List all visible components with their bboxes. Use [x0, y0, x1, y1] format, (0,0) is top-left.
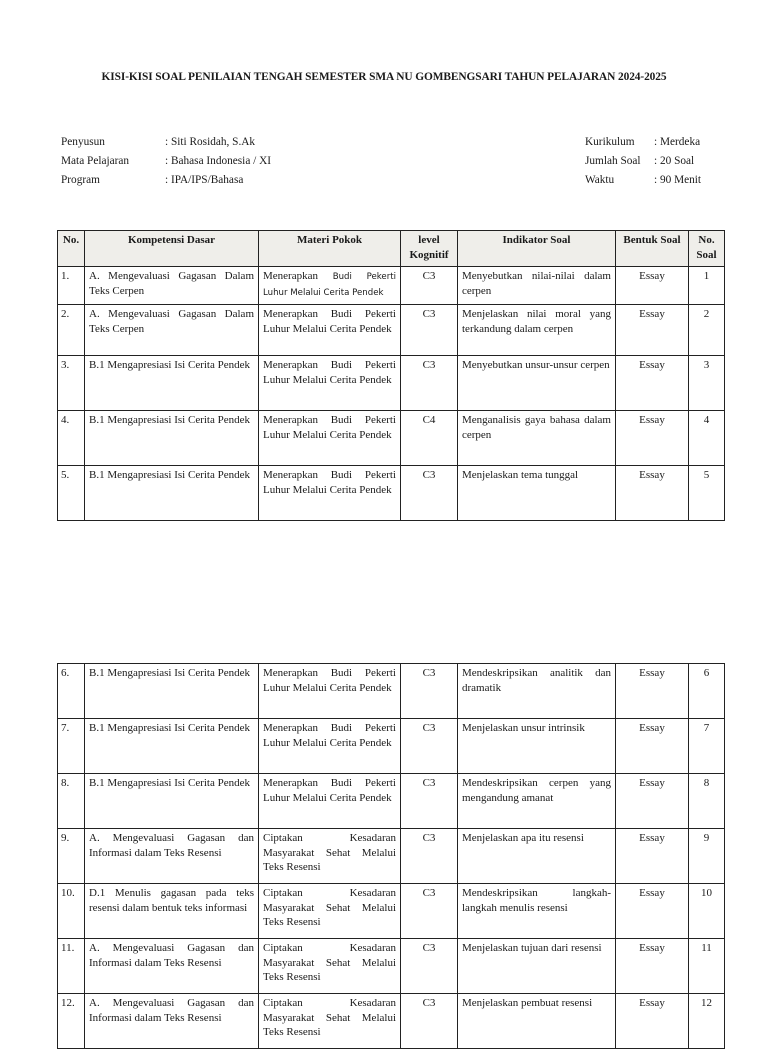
table-row — [58, 939, 725, 994]
info-right — [585, 133, 701, 190]
cell-no-soal: 4 — [689, 411, 725, 466]
cell-no: 1. — [58, 267, 85, 305]
cell-no: 5. — [58, 466, 85, 521]
cell-no: 10. — [58, 884, 85, 939]
cell-no-soal: 12 — [689, 994, 725, 1049]
cell-indikator: Menganalisis gaya bahasa dalam cerpen — [458, 411, 616, 466]
cell-kompetensi-dasar: A. Mengevaluasi Gagasan Dalam Teks Cerpen — [85, 267, 259, 305]
cell-no: 8. — [58, 774, 85, 829]
cell-indikator: Mendeskripsikan analitik dan dramatik — [458, 664, 616, 719]
info-penyusun — [61, 133, 271, 152]
info-label: Waktu — [585, 174, 615, 186]
header-no: No. — [58, 231, 85, 267]
info-value: : Siti Rosidah, S.Ak — [165, 136, 256, 148]
cell-materi-pokok: Ciptakan Kesadaran Masyarakat Sehat Melalui Teks Resensi — [259, 829, 401, 884]
cell-materi-pokok: Menerapkan Budi Pekerti Luhur Melalui Cerita Pendek — [259, 774, 401, 829]
cell-kompetensi-dasar: B.1 Mengapresiasi Isi Cerita Pendek — [85, 466, 259, 521]
cell-bentuk: Essay — [616, 719, 689, 774]
cell-materi-pokok: Ciptakan Kesadaran Masyarakat Sehat Melalui Teks Resensi — [259, 939, 401, 994]
cell-indikator: Menyebutkan unsur-unsur cerpen — [458, 356, 616, 411]
table-row — [58, 411, 725, 466]
table-row — [58, 305, 725, 356]
cell-level: C3 — [401, 829, 458, 884]
cell-materi-pokok — [259, 267, 401, 305]
header-soal-line: Soal — [696, 248, 717, 261]
info-label: Mata Pelajaran — [61, 155, 130, 167]
cell-bentuk: Essay — [616, 356, 689, 411]
cell-no: 9. — [58, 829, 85, 884]
cell-kompetensi-dasar: B.1 Mengapresiasi Isi Cerita Pendek — [85, 719, 259, 774]
cell-level: C3 — [401, 939, 458, 994]
header-bentuk-soal: Bentuk Soal — [616, 231, 689, 267]
header-level-kognitif — [401, 231, 458, 267]
table-row — [58, 829, 725, 884]
cell-no: 2. — [58, 305, 85, 356]
cell-no: 4. — [58, 411, 85, 466]
cell-level: C3 — [401, 356, 458, 411]
cell-bentuk: Essay — [616, 267, 689, 305]
cell-kompetensi-dasar: B.1 Mengapresiasi Isi Cerita Pendek — [85, 411, 259, 466]
cell-level: C3 — [401, 267, 458, 305]
header-indikator-soal: Indikator Soal — [458, 231, 616, 267]
cell-materi-pokok: Menerapkan Budi Pekerti Luhur Melalui Cerita Pendek — [259, 719, 401, 774]
cell-indikator: Menjelaskan tema tunggal — [458, 466, 616, 521]
cell-indikator: Menjelaskan nilai moral yang terkandung dalam cerpen — [458, 305, 616, 356]
cell-indikator: Menjelaskan tujuan dari resensi — [458, 939, 616, 994]
info-label: Program — [61, 174, 100, 186]
kisi-table-page-2 — [57, 663, 725, 1049]
table-row — [58, 994, 725, 1049]
cell-no-soal: 9 — [689, 829, 725, 884]
cell-bentuk: Essay — [616, 939, 689, 994]
cell-no-soal: 8 — [689, 774, 725, 829]
cell-level: C3 — [401, 719, 458, 774]
cell-bentuk: Essay — [616, 829, 689, 884]
info-value: : 20 Soal — [654, 155, 695, 167]
info-label: Penyusun — [61, 136, 105, 148]
cell-no: 6. — [58, 664, 85, 719]
cell-kompetensi-dasar: B.1 Mengapresiasi Isi Cerita Pendek — [85, 356, 259, 411]
info-value: : IPA/IPS/Bahasa — [165, 174, 244, 186]
materi-text: Menerapkan — [263, 270, 318, 282]
cell-level: C3 — [401, 774, 458, 829]
header-level-line: level — [418, 234, 440, 246]
table-row — [58, 719, 725, 774]
table-header-row — [58, 231, 725, 267]
cell-level: C3 — [401, 994, 458, 1049]
cell-no: 11. — [58, 939, 85, 994]
materi-small-text: Budi Pekerti Luhur Melalui Cerita Pendek — [263, 272, 396, 298]
cell-kompetensi-dasar: D.1 Menulis gagasan pada teks resensi dalam bentuk teks informasi — [85, 884, 259, 939]
cell-indikator: Mendeskripsikan cerpen yang mengandung amanat — [458, 774, 616, 829]
cell-kompetensi-dasar: B.1 Mengapresiasi Isi Cerita Pendek — [85, 774, 259, 829]
header-materi-pokok: Materi Pokok — [259, 231, 401, 267]
table-row — [58, 774, 725, 829]
table-row — [58, 884, 725, 939]
header-kognitif-line: Kognitif — [409, 248, 449, 261]
cell-no: 7. — [58, 719, 85, 774]
cell-bentuk: Essay — [616, 994, 689, 1049]
info-label: Jumlah Soal — [585, 155, 641, 167]
cell-no: 3. — [58, 356, 85, 411]
cell-no-soal: 10 — [689, 884, 725, 939]
cell-no-soal: 1 — [689, 267, 725, 305]
cell-kompetensi-dasar: A. Mengevaluasi Gagasan Dalam Teks Cerpen — [85, 305, 259, 356]
cell-materi-pokok: Menerapkan Budi Pekerti Luhur Melalui Cerita Pendek — [259, 305, 401, 356]
info-mata-pelajaran — [61, 152, 271, 171]
info-jumlah-soal — [585, 152, 701, 171]
cell-bentuk: Essay — [616, 466, 689, 521]
cell-indikator: Menjelaskan apa itu resensi — [458, 829, 616, 884]
cell-bentuk: Essay — [616, 774, 689, 829]
cell-level: C3 — [401, 884, 458, 939]
cell-bentuk: Essay — [616, 664, 689, 719]
cell-level: C4 — [401, 411, 458, 466]
cell-indikator: Menyebutkan nilai-nilai dalam cerpen — [458, 267, 616, 305]
cell-bentuk: Essay — [616, 305, 689, 356]
info-left — [61, 133, 271, 190]
info-value: : 90 Menit — [654, 174, 702, 186]
cell-kompetensi-dasar: A. Mengevaluasi Gagasan dan Informasi dalam Teks Resensi — [85, 939, 259, 994]
info-label: Kurikulum — [585, 136, 635, 148]
document-title: KISI-KISI SOAL PENILAIAN TENGAH SEMESTER SMA NU GOMBENGSARI TAHUN PELAJARAN 2024-2025 — [101, 71, 667, 83]
cell-materi-pokok: Menerapkan Budi Pekerti Luhur Melalui Cerita Pendek — [259, 411, 401, 466]
cell-materi-pokok: Menerapkan Budi Pekerti Luhur Melalui Cerita Pendek — [259, 466, 401, 521]
cell-materi-pokok: Menerapkan Budi Pekerti Luhur Melalui Cerita Pendek — [259, 664, 401, 719]
info-program — [61, 171, 271, 190]
cell-level: C3 — [401, 305, 458, 356]
table-row — [58, 356, 725, 411]
cell-materi-pokok: Menerapkan Budi Pekerti Luhur Melalui Cerita Pendek — [259, 356, 401, 411]
cell-no-soal: 2 — [689, 305, 725, 356]
cell-bentuk: Essay — [616, 411, 689, 466]
cell-no: 12. — [58, 994, 85, 1049]
cell-kompetensi-dasar: A. Mengevaluasi Gagasan dan Informasi dalam Teks Resensi — [85, 994, 259, 1049]
cell-no-soal: 5 — [689, 466, 725, 521]
info-value: : Merdeka — [654, 136, 701, 148]
cell-indikator: Menjelaskan unsur intrinsik — [458, 719, 616, 774]
cell-kompetensi-dasar: A. Mengevaluasi Gagasan dan Informasi dalam Teks Resensi — [85, 829, 259, 884]
cell-level: C3 — [401, 466, 458, 521]
cell-materi-pokok: Ciptakan Kesadaran Masyarakat Sehat Melalui Teks Resensi — [259, 994, 401, 1049]
cell-no-soal: 7 — [689, 719, 725, 774]
info-kurikulum — [585, 133, 701, 152]
info-value: : Bahasa Indonesia / XI — [165, 155, 272, 167]
table-row — [58, 664, 725, 719]
cell-no-soal: 3 — [689, 356, 725, 411]
info-waktu — [585, 171, 701, 190]
cell-no-soal: 6 — [689, 664, 725, 719]
cell-bentuk: Essay — [616, 884, 689, 939]
header-no-soal — [689, 231, 725, 267]
cell-indikator: Menjelaskan pembuat resensi — [458, 994, 616, 1049]
header-kompetensi-dasar: Kompetensi Dasar — [85, 231, 259, 267]
kisi-table-page-1 — [57, 230, 725, 521]
cell-level: C3 — [401, 664, 458, 719]
table-row — [58, 267, 725, 305]
cell-no-soal: 11 — [689, 939, 725, 994]
cell-kompetensi-dasar: B.1 Mengapresiasi Isi Cerita Pendek — [85, 664, 259, 719]
cell-indikator: Mendeskripsikan langkah-langkah menulis resensi — [458, 884, 616, 939]
cell-materi-pokok: Ciptakan Kesadaran Masyarakat Sehat Melalui Teks Resensi — [259, 884, 401, 939]
table-row — [58, 466, 725, 521]
header-no-line: No. — [698, 234, 715, 246]
